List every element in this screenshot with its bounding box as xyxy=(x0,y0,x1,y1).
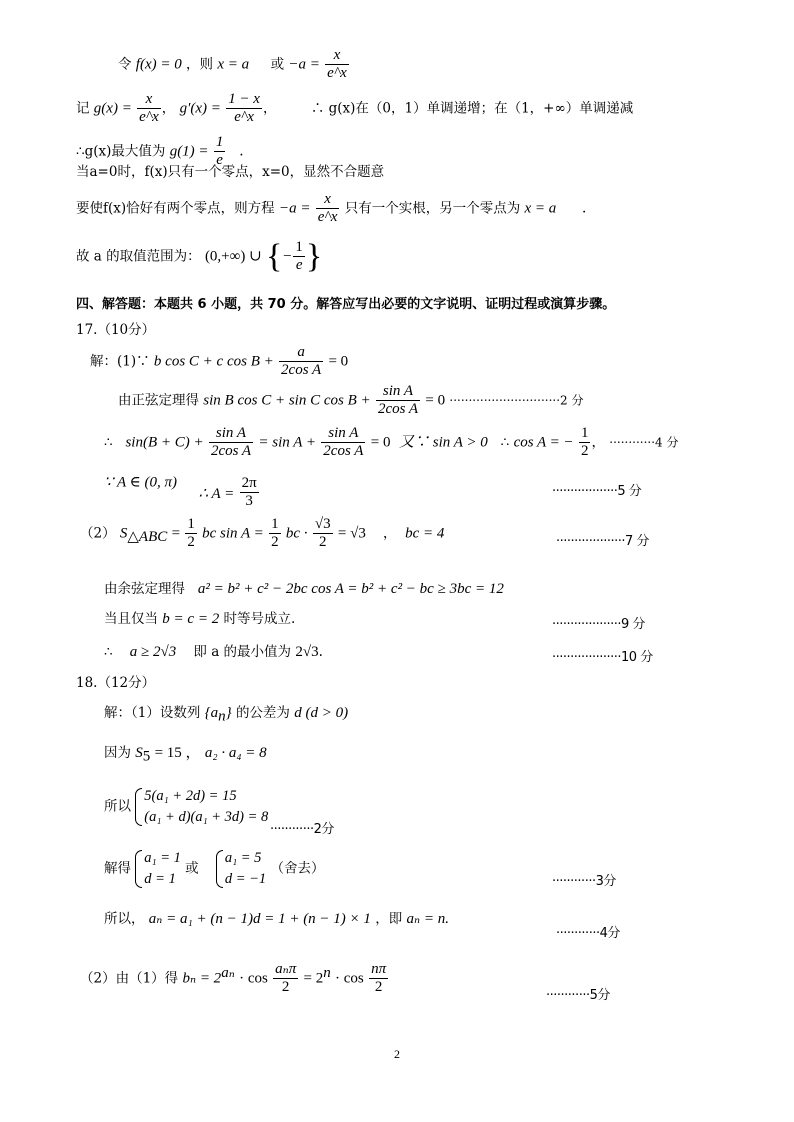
q17-line-4 xyxy=(104,466,260,509)
system-row: a₁ = 1 xyxy=(144,850,181,866)
equation: bₙ = 2 xyxy=(182,970,222,987)
equation: a² = b² + c² − 2bc cos A = b² + c² − bc ≥ 3bc = 12 xyxy=(197,581,504,597)
equation: −a = xyxy=(288,56,320,73)
denominator: 2 xyxy=(273,978,298,996)
equation: d (d > 0) xyxy=(294,705,349,721)
equation: bc sin A = xyxy=(202,525,264,542)
equation: (0,+∞) ∪ xyxy=(204,248,262,265)
text: 由正弦定理得 xyxy=(118,392,199,409)
superscript: aₙ xyxy=(221,964,235,981)
equation: sin B cos C + sin C cos B + xyxy=(203,392,371,409)
text: 只有一个实根，另一个零点为 xyxy=(344,200,521,217)
text: ∴ xyxy=(104,644,113,660)
q18-line-4 xyxy=(104,848,324,890)
system-row: a₁ = 5 xyxy=(224,850,262,866)
section-title: 四、解答题：本题共 6 小题，共 70 分。解答应写出必要的文字说明、证明过程或演算步骤。 xyxy=(76,297,616,312)
equation: aₙ = n. xyxy=(406,911,449,927)
text: ∴ xyxy=(104,434,113,451)
numerator: 1 xyxy=(580,425,589,441)
q18-score-3: ············3分 xyxy=(552,874,616,889)
equation: = 0 xyxy=(370,434,391,451)
q18-line-5 xyxy=(104,912,449,927)
denominator: e^x xyxy=(139,108,159,125)
denominator: e xyxy=(293,256,305,274)
denominator: 2 xyxy=(313,533,333,551)
q18-score-4: ············4分 xyxy=(556,926,620,941)
equation: = sin A + xyxy=(258,434,316,451)
q17-score-5: ··················5 分 xyxy=(552,484,642,499)
subscript: 5 xyxy=(142,748,151,765)
fraction xyxy=(293,240,305,274)
denominator: e^x xyxy=(327,64,347,81)
numerator: aₙπ xyxy=(275,961,297,977)
q18-line-2 xyxy=(104,746,267,765)
right-brace: } xyxy=(305,238,323,275)
equation: −a = xyxy=(278,200,311,217)
q17-line-5 xyxy=(80,517,444,551)
text: 解：(1)∵ xyxy=(90,353,150,370)
minus-sign: − xyxy=(282,248,293,265)
text: （2）由（1）得 xyxy=(80,970,179,987)
q17-line-1 xyxy=(90,345,348,379)
numerator: 1 xyxy=(187,516,195,532)
equation: f(x) = 0 xyxy=(135,56,182,73)
subscript: n xyxy=(218,708,226,725)
equation: b = c = 2 xyxy=(162,611,220,627)
equation: = xyxy=(171,525,181,542)
fraction xyxy=(325,48,349,82)
numerator: sin A xyxy=(328,425,359,441)
numerator: x xyxy=(333,47,341,63)
equation: 2√3 xyxy=(295,644,319,660)
equation-system xyxy=(216,848,266,890)
page-number: 2 xyxy=(394,1047,400,1061)
text: 当且仅当 xyxy=(104,611,158,627)
text: 令 xyxy=(118,56,132,73)
denominator: 3 xyxy=(240,492,259,510)
text: ∴ xyxy=(500,434,510,451)
line-2: 记 g(x) = $\frac{x}{e\^{}x}$ ， g′(x) = $\frac{1 - x}{e\^{}x}$ ， ∴ g(x)在（0，1）单调递增；在（1，+∞）单调递减 xyxy=(76,91,634,125)
equation: a₂ · a₄ = 8 xyxy=(204,745,267,761)
fraction xyxy=(279,345,323,379)
q18-line-3 xyxy=(104,786,268,828)
numerator: 2π xyxy=(241,475,257,491)
text: 所以， xyxy=(104,911,145,927)
equation: g′(x) = xyxy=(179,100,221,117)
text: ， xyxy=(383,525,397,542)
denominator: 2cos A xyxy=(323,442,364,459)
equation: · cos xyxy=(335,970,364,987)
q18-score-5: ············5分 xyxy=(546,988,610,1003)
equation: = √3 xyxy=(337,525,366,542)
system-row: (a₁ + d)(a₁ + 3d) = 8 xyxy=(144,809,269,826)
denominator: 2cos A xyxy=(281,361,322,378)
equation: = 2 xyxy=(303,970,324,987)
equation: S xyxy=(135,745,143,761)
equation: S xyxy=(119,525,128,542)
text: 要使f(x)恰好有两个零点，则方程 xyxy=(76,200,275,217)
fraction xyxy=(240,476,259,510)
numerator: a xyxy=(297,344,305,360)
fraction xyxy=(369,962,388,996)
numerator: nπ xyxy=(371,961,387,977)
equation-system xyxy=(135,786,268,828)
equation: bc · xyxy=(285,525,308,542)
left-brace: { xyxy=(265,238,283,275)
text: 故 a 的取值范围为： xyxy=(76,248,201,265)
text: . xyxy=(318,644,323,660)
text: ，则 xyxy=(186,56,214,73)
equation: sin(B + C) + xyxy=(125,434,204,451)
equation: cos A = − xyxy=(513,434,574,451)
denominator: e^x xyxy=(226,108,262,126)
text: ∴ g(x)在（0，1）单调递增；在（1，+∞）单调递减 xyxy=(310,100,634,117)
text: 时等号成立. xyxy=(223,611,296,627)
text: 所以 xyxy=(104,798,131,815)
text: 即 a 的最小值为 xyxy=(193,644,292,660)
fraction xyxy=(226,92,262,126)
fraction xyxy=(273,962,298,996)
numerator: 1 xyxy=(295,239,303,256)
fraction xyxy=(137,92,161,126)
equation: } xyxy=(225,705,232,721)
line-1 xyxy=(118,48,350,82)
text: ，即 xyxy=(375,911,403,927)
q17-line-6 xyxy=(104,582,504,597)
denominator: 2cos A xyxy=(210,442,252,459)
text: 解：（1）设数列 xyxy=(104,705,201,721)
text: 或 xyxy=(185,860,199,877)
q17-header: 17.（10分） xyxy=(76,322,156,338)
denominator: 2 xyxy=(271,533,279,550)
equation: = 0 xyxy=(328,353,349,370)
equation: g(1) = xyxy=(169,143,209,160)
text: 的公差为 xyxy=(235,705,290,721)
text: （舍去） xyxy=(270,860,325,877)
q18-score-2: ············2分 xyxy=(270,822,334,837)
line-4: 当a=0时，f(x)只有一个零点，x=0，显然不合题意 xyxy=(76,164,385,180)
equation: g(x) = xyxy=(93,100,132,117)
fraction xyxy=(313,517,333,551)
superscript: n xyxy=(323,964,331,981)
q18-line-1 xyxy=(104,706,348,725)
fraction xyxy=(209,426,253,460)
equation: ∴ A = xyxy=(198,486,235,503)
text: . xyxy=(582,200,587,217)
denominator: 2 xyxy=(187,533,195,550)
subscript: △ABC xyxy=(127,528,168,545)
fraction xyxy=(376,384,420,418)
system-row: d = −1 xyxy=(224,871,267,888)
equation: bc = 4 xyxy=(405,525,445,542)
equation: x = a xyxy=(217,56,250,73)
equation: x = a xyxy=(524,200,557,217)
equation: ∵ A ∈ (0, π) xyxy=(104,474,178,491)
denominator: e^x xyxy=(317,208,338,225)
numerator: sin A xyxy=(382,383,414,399)
q17-line-8 xyxy=(104,645,323,660)
numerator: 1 xyxy=(271,516,279,532)
numerator: √3 xyxy=(314,516,331,532)
line-6 xyxy=(76,240,322,274)
system-row: 5(a₁ + 2d) = 15 xyxy=(144,788,237,804)
equation: · cos xyxy=(239,970,268,987)
q18-header: 18.（12分） xyxy=(76,675,156,691)
denominator: 2 xyxy=(580,442,589,459)
fraction xyxy=(185,517,197,551)
numerator: sin A xyxy=(215,425,247,441)
q17-line-7 xyxy=(104,612,295,627)
equation: aₙ = a₁ + (n − 1)d = 1 + (n − 1) × 1 xyxy=(148,911,371,927)
q17-score-10: ···················10 分 xyxy=(552,650,653,665)
text: ， xyxy=(591,434,605,451)
fraction xyxy=(316,192,340,226)
equation: a ≥ 2√3 xyxy=(129,644,177,660)
q17-line-2 xyxy=(118,384,583,418)
text: （2） xyxy=(80,525,116,542)
equation: {a xyxy=(204,705,219,721)
score-marker: ·····························2 分 xyxy=(449,393,584,408)
equation: b cos C + c cos B + xyxy=(153,353,274,370)
numerator: x xyxy=(324,191,331,207)
numerator: 1 xyxy=(215,134,224,150)
q17-score-7: ···················7 分 xyxy=(556,534,649,549)
denominator: 2 xyxy=(369,978,388,996)
fraction xyxy=(269,517,281,551)
denominator: e xyxy=(214,151,226,169)
line-5 xyxy=(76,192,586,226)
q17-score-9: ···················9 分 xyxy=(552,617,645,632)
system-row: d = 1 xyxy=(144,871,176,888)
equation-system xyxy=(135,848,181,890)
equation: 又∵ sin A > 0 xyxy=(399,434,488,451)
fraction xyxy=(579,426,591,460)
fraction xyxy=(321,426,365,460)
text: 因为 xyxy=(104,745,131,761)
text: 记 xyxy=(76,100,90,117)
text: . xyxy=(239,143,244,160)
text: 由余弦定理得 xyxy=(104,581,185,597)
numerator: x xyxy=(145,91,153,107)
text: ∴g(x)最大值为 xyxy=(76,143,166,160)
score-marker: ············4 分 xyxy=(609,435,679,450)
text: 或 xyxy=(270,56,285,73)
q17-line-3 xyxy=(104,426,679,460)
denominator: 2cos A xyxy=(377,400,419,417)
text: 解得 xyxy=(104,860,131,877)
numerator: 1 − x xyxy=(228,91,260,107)
equation: = 0 xyxy=(425,392,446,409)
q18-line-6 xyxy=(80,962,389,996)
equation: = 15 ， xyxy=(154,745,201,761)
